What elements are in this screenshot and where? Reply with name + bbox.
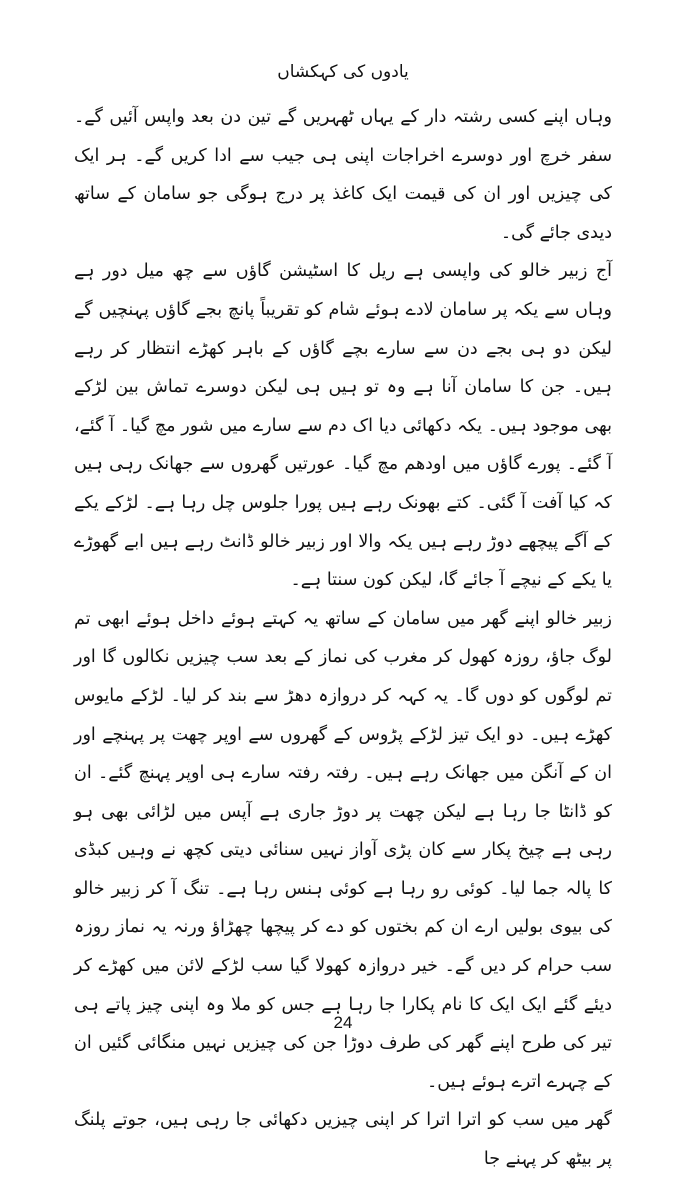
running-title: یادوں کی کہکشاں xyxy=(277,62,409,82)
paragraph: آج زبیر خالو کی واپسی ہے ریل کا اسٹیشن گاؤں سے چھ میل دور ہے وہاں سے یکہ پر سامان لادے ہوئے شام کو تقریباً پانچ بجے گاؤں پہنچیں گے لیکن دو ہی بجے دن سے سارے بچے گاؤں کے باہر کھڑے انتظار کر رہے ہیں۔ جن کا سامان آنا ہے وہ تو ہیں ہی لیکن دوسرے تماش بین لڑکے بھی موجود ہیں۔ یکہ دکھائی دیا اک دم سے سارے میں شور مچ گیا۔ آ گئے، آ گئے۔ پورے گاؤں میں اودھم مچ گیا۔ عورتیں گھروں سے جھانک رہی ہیں کہ کیا آفت آ گئی۔ کتے بھونک رہے ہیں پورا جلوس چل رہا ہے۔ لڑکے یکے کے آگے پیچھے دوڑ رہے ہیں یکہ والا اور زبیر خالو ڈانٹ رہے ہیں ابے گھوڑے یا یکے کے نیچے آ جائے گا، لیکن کون سنتا ہے۔ xyxy=(74,261,612,591)
page-number: 24 xyxy=(333,1013,353,1032)
paragraph: گھر میں سب کو اترا اترا کر اپنی چیزیں دکھائی جا رہی ہیں، جوتے پلنگ پر بیٹھ کر پہنے جا xyxy=(74,1110,612,1170)
paragraph: زبیر خالو اپنے گھر میں سامان کے ساتھ یہ کہتے ہوئے داخل ہوئے ابھی تم لوگ جاؤ، روزہ کھول کر مغرب کی نماز کے بعد سب چیزیں نکالوں گا اور تم لوگوں کو دوں گا۔ یہ کہہ کر دروازہ دھڑ سے بند کر لیا۔ لڑکے مایوس کھڑے ہیں۔ دو ایک تیز لڑکے پڑوس کے گھروں سے اوپر چھت پر پہنچے اور ان کے آنگن میں جھانک رہے ہیں۔ رفتہ رفتہ سارے ہی اوپر پہنچ گئے۔ ان کو ڈانٹا جا رہا ہے لیکن چھت پر دوڑ جاری ہے آپس میں لڑائی بھی ہو رہی ہے چیخ پکار سے کان پڑی آواز نہیں سنائی دیتی کچھ نے وہیں کبڈی کا پالہ جما لیا۔ کوئی رو رہا ہے کوئی ہنس رہا ہے۔ تنگ آ کر زبیر خالو کی بیوی بولیں ارے ان کم بختوں کو دے کر پیچھا چھڑاؤ ورنہ یہ نماز روزہ سب حرام کر دیں گے۔ خیر دروازہ کھولا گیا سب لڑکے لائن میں کھڑے کر دیئے گئے ایک ایک کا نام پکارا جا رہا ہے جس کو ملا وہ اپنی چیز پاتے ہی تیر کی طرح اپنے گھر کی طرف دوڑا جن کی چیزیں نہیں منگائی گئیں ان کے چہرے اترے ہوئے ہیں۔ xyxy=(74,608,612,1092)
paragraph: وہاں اپنے کسی رشتہ دار کے یہاں ٹھہریں گے تین دن بعد واپس آئیں گے۔ سفر خرچ اور دوسرے اخراجات اپنی ہی جیب سے ادا کریں گے۔ ہر ایک کی چیزیں اور ان کی قیمت ایک کاغذ پر درج ہوگی جو سامان کے ساتھ دیدی جائے گی۔ xyxy=(74,107,612,243)
